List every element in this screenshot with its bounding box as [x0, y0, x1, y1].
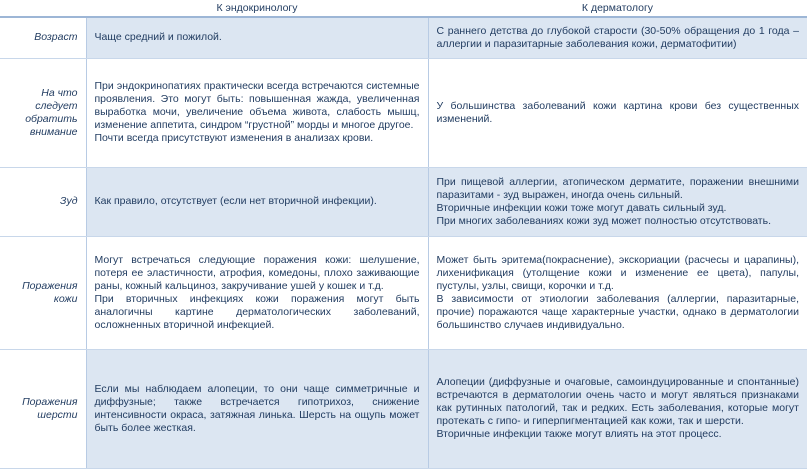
- endo-paragraph: Если мы наблюдаем алопеции, то они чаще симметричные и диффузные; также встречается гипотрихоз, снижение интенсивности окраса, затяжная линька. Шерсть на ощупь может быть более жесткая.: [94, 382, 420, 434]
- derm-cell: [428, 349, 807, 469]
- endo-cell: [86, 17, 428, 58]
- endo-paragraph: Могут встречаться следующие поражения кожи: шелушение, потеря ее эластичности, атрофия, комедоны, плохо заживающие раны, кожный кальциноз, закручивание ушей у кошек и т.д.: [94, 253, 420, 292]
- header-endocrinologist: К эндокринологу: [86, 0, 428, 17]
- endo-paragraph: Почти всегда присутствуют изменения в анализах крови.: [94, 132, 374, 144]
- endo-cell: [86, 349, 428, 469]
- derm-cell: [428, 17, 807, 58]
- row-label: Зуд: [0, 167, 86, 236]
- derm-paragraph: Вторичные инфекции кожи тоже могут давать сильный зуд.: [436, 201, 727, 214]
- row-coat-lesions: [0, 349, 807, 469]
- derm-paragraph: С раннего детства до глубокой старости (30-50% обращения до 1 года – аллергии и паразитарные заболевания кожи, дерматофитии): [436, 24, 799, 50]
- header-dermatologist: К дерматологу: [428, 0, 807, 17]
- endo-paragraph: При вторичных инфекциях кожи поражения могут быть аналогичны картине дерматологических заболеваний, осложненных вторичной инфекцией.: [94, 292, 420, 331]
- derm-paragraph: При многих заболеваниях кожи зуд может полностью отсутствовать.: [436, 214, 772, 227]
- derm-paragraph: Может быть эритема(покраснение), экскориации (расчесы и царапины), лихенификация (утолщение кожи и изменение ее цвета), папулы, пустулы, узлы, свищи, корочки и т.д.: [436, 253, 799, 292]
- row-label: Поражения шерсти: [0, 349, 86, 469]
- derm-paragraph: У большинства заболеваний кожи картина крови без существенных изменений.: [436, 99, 799, 125]
- endo-paragraph: Чаще средний и пожилой.: [94, 31, 222, 44]
- row-label: Возраст: [0, 17, 86, 58]
- derm-paragraph: При пищевой аллергии, атопическом дерматите, поражении внешними паразитами - зуд выражен, иногда очень сильный.: [436, 175, 799, 201]
- header-empty: [0, 0, 86, 17]
- derm-cell: [428, 167, 807, 236]
- derm-paragraph: В зависимости от этиологии заболевания (аллергии, паразитарные, прочие) поражаются чаще характерные участки, однако в дерматологии большинство случаев индивидуально.: [436, 292, 799, 331]
- row-age: [0, 17, 807, 58]
- row-label: На что следует обратить внимание: [0, 58, 86, 167]
- row-attention: [0, 58, 807, 167]
- row-label: Поражения кожи: [0, 236, 86, 349]
- endo-cell: [86, 236, 428, 349]
- row-skin-lesions: [0, 236, 807, 349]
- endo-cell: [86, 167, 428, 236]
- derm-cell: [428, 236, 807, 349]
- row-itch: [0, 167, 807, 236]
- endo-cell: [86, 58, 428, 167]
- derm-paragraph: Алопеции (диффузные и очаговые, самоиндуцированные и спонтанные) встречаются в дерматологии очень часто и могут являться признаками как рутинных патологий, так и редких. Есть заболевания, которые могут протекать с гипо- и гиперпигментацией как кожи, так и шерсти.: [436, 376, 799, 428]
- derm-paragraph: Вторичные инфекции также могут влиять на этот процесс.: [436, 428, 722, 441]
- header-row: [0, 0, 807, 17]
- endo-paragraph: При эндокринопатиях практически всегда встречаются системные проявления. Это могут быть: повышенная жажда, увеличенная выработка мочи, увеличение объема живота, слабость мышц, изменение аппетита, синдром “грустной” морды и многое другое.: [94, 80, 420, 131]
- derm-cell: [428, 58, 807, 167]
- endo-paragraph: Как правило, отсутствует (если нет вторичной инфекции).: [94, 195, 377, 207]
